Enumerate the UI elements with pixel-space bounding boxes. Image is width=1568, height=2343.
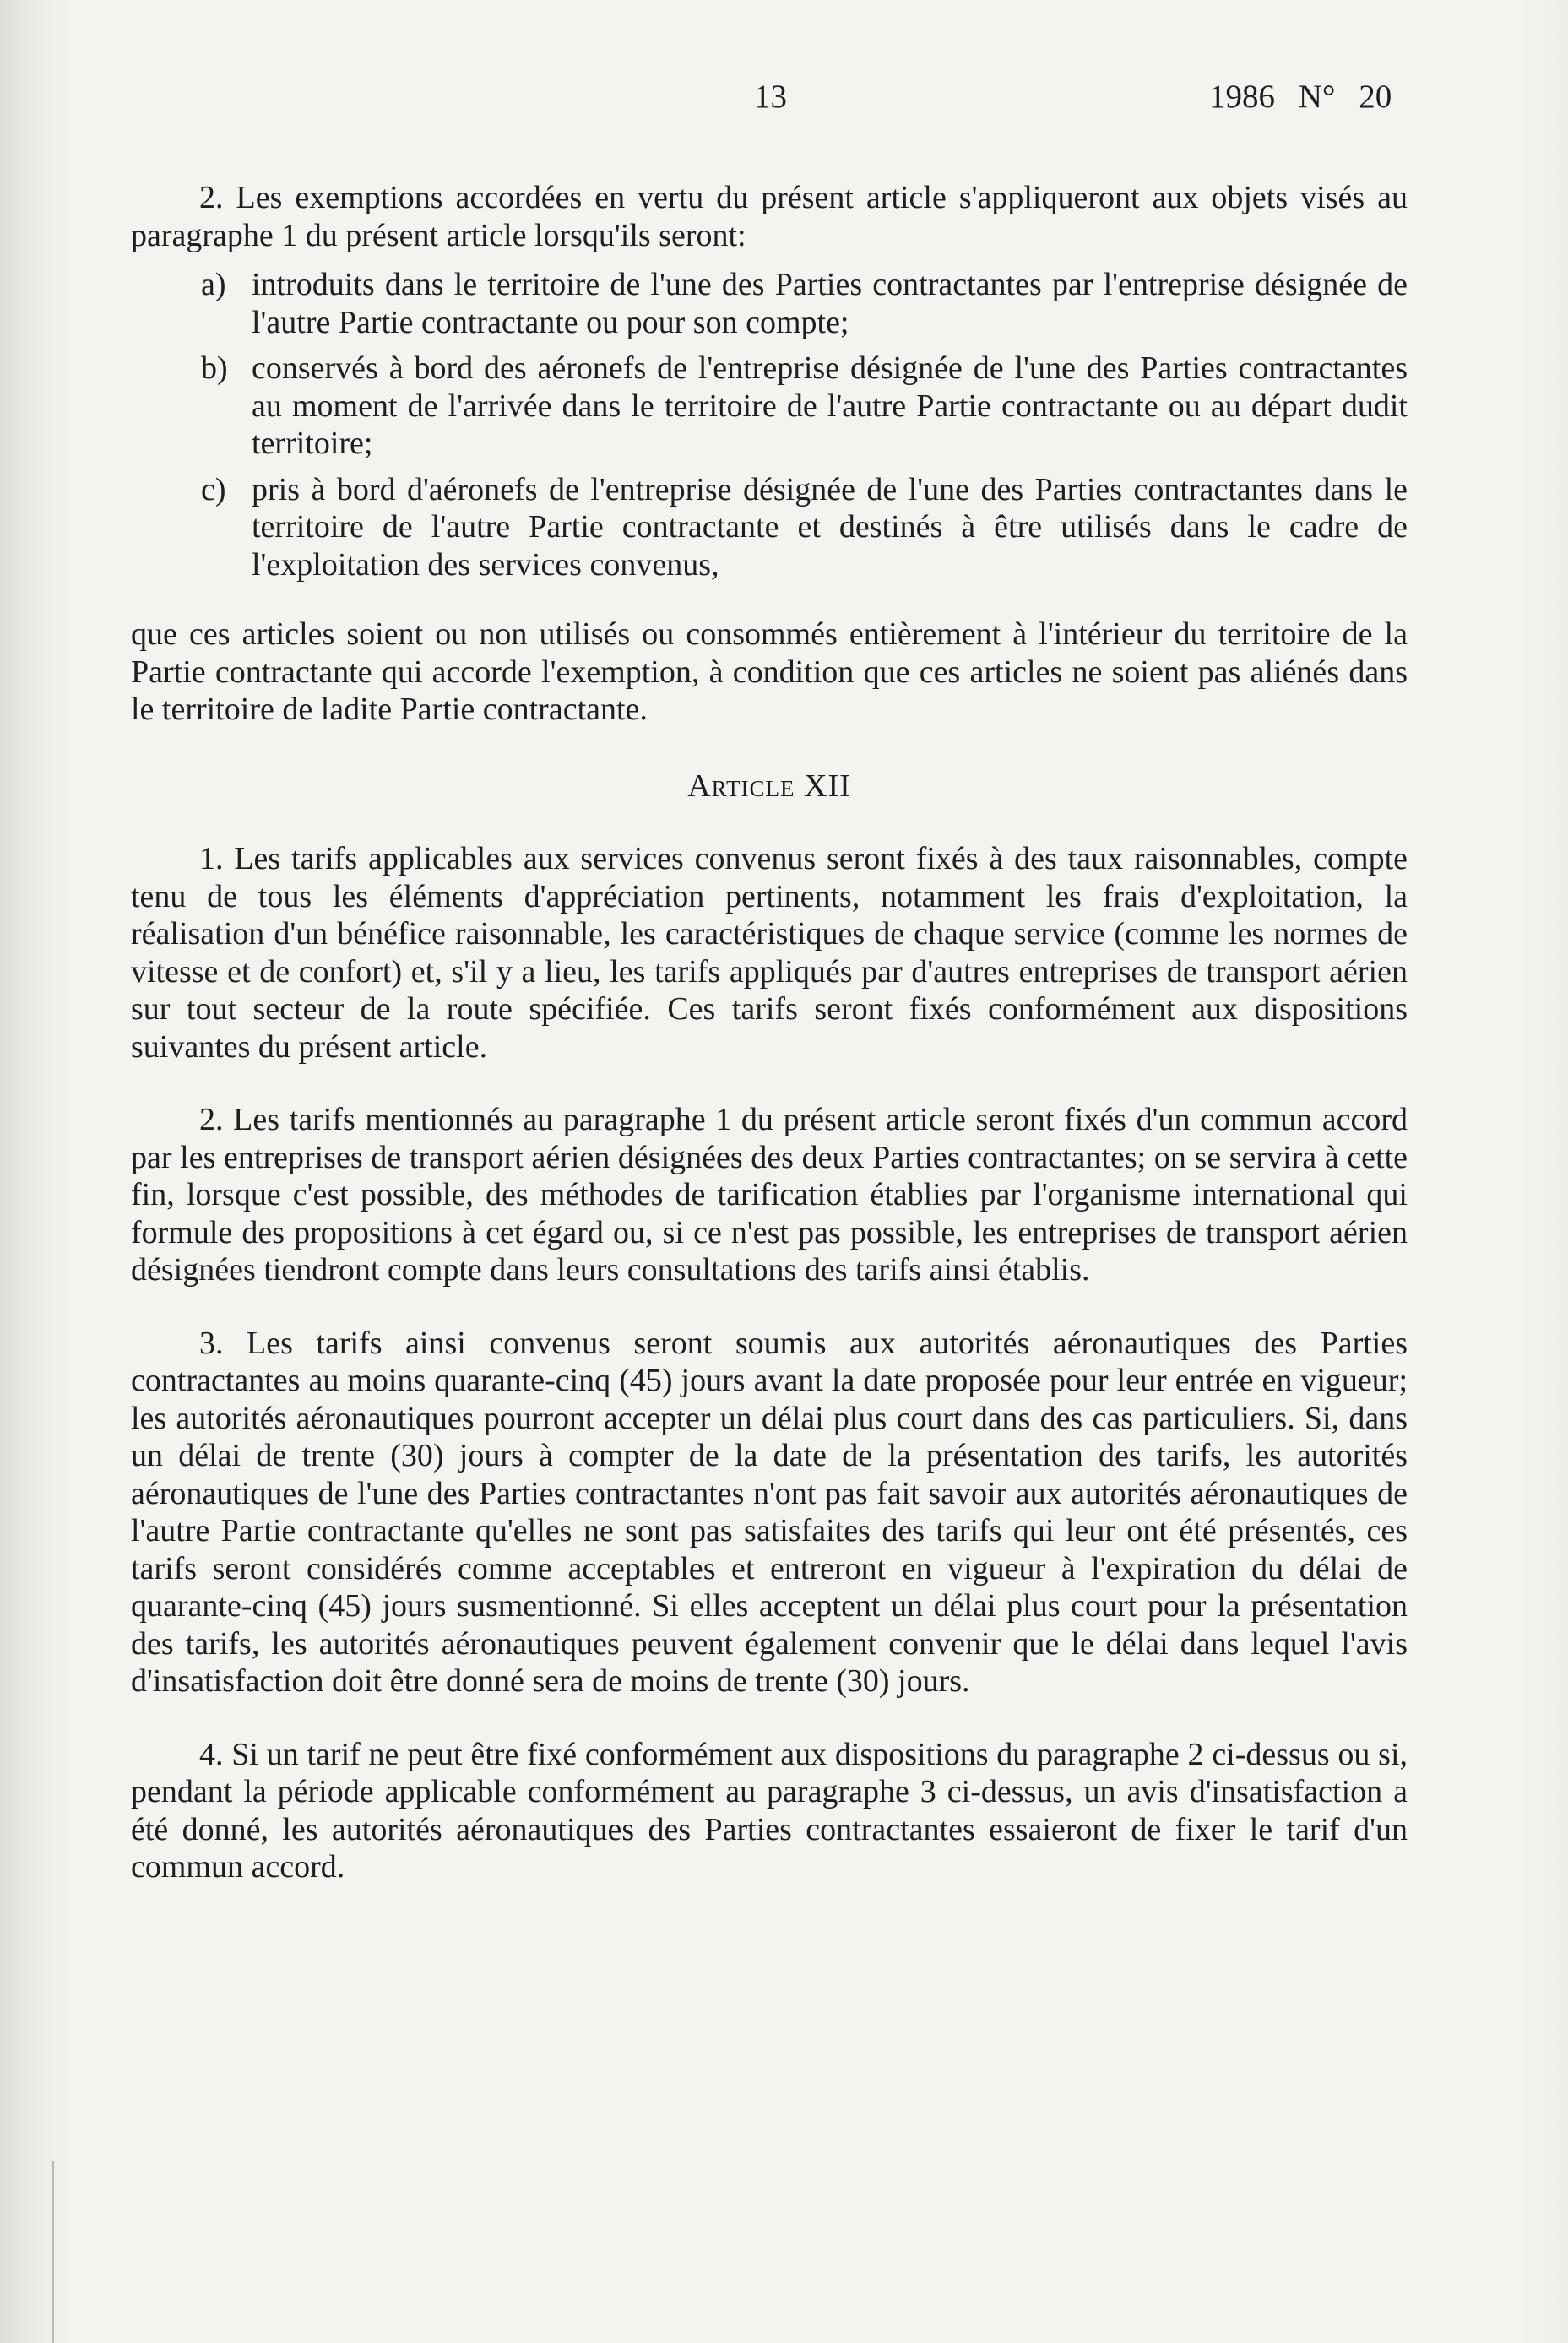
article-paragraph-4: 4. Si un tarif ne peut être fixé conformément aux dispositions du paragraphe 2 ci-dessus ou si, pendant la période applicable conformément au paragraphe 3 ci-dessus, un avis d'insatisfaction a été donné, les autorités aéronautiques des Parties contractantes essaieront de fixer le tarif d'un commun accord. — [131, 1736, 1408, 1885]
binding-gutter-line — [52, 2161, 54, 2343]
list-marker: a) — [201, 267, 226, 302]
journal-reference: 1986 N° 20 — [1209, 79, 1392, 115]
list-item-text: conservés à bord des aéronefs de l'entreprise désignée de l'une des Parties contractantes au moment de l'arrivée dans le territoire de l'autre Partie contractante ou au départ dudit territoire; — [252, 350, 1408, 461]
list-item-text: introduits dans le territoire de l'une des Parties contractantes par l'entreprise désignée de l'autre Partie contractante ou pour son compte; — [252, 267, 1408, 340]
section-2-intro: 2. Les exemptions accordées en vertu du présent article s'appliqueront aux objets visés au paragraphe 1 du présent article lorsqu'ils seront: — [131, 180, 1408, 253]
list-item — [131, 266, 1408, 341]
list-marker: b) — [201, 350, 228, 386]
page-header — [0, 78, 1568, 120]
document-body — [131, 179, 1408, 1886]
article-paragraph-1: 1. Les tarifs applicables aux services convenus seront fixés à des taux raisonnables, compte tenu de tous les éléments d'appréciation pertinents, notamment les frais d'exploitation, la réalisation d'un bénéfice raisonnable, les caractéristiques de chaque service (comme les normes de vitesse et de confort) et, s'il y a lieu, les tarifs appliqués par d'autres entreprises de transport aérien sur tout secteur de la route spécifiée. Ces tarifs seront fixés conformément aux dispositions suivantes du présent article. — [131, 841, 1408, 1065]
article-paragraph-3: 3. Les tarifs ainsi convenus seront soumis aux autorités aéronautiques des Parties contractantes au moins quarante-cinq (45) jours avant la date proposée pour leur entrée en vigueur; les autorités aéronautiques pourront accepter un délai plus court dans des cas particuliers. Si, dans un délai de trente (30) jours à compter de la date de la présentation des tarifs, les autorités aéronautiques de l'une des Parties contractantes n'ont pas fait savoir aux autorités aéronautiques de l'autre Partie contractante qu'elles ne sont pas satisfaites des tarifs qui leur ont été présentés, ces tarifs seront considérés comme acceptables et entreront en vigueur à l'expiration du délai de quarante-cinq (45) jours susmentionné. Si elles acceptent un délai plus court pour la présentation des tarifs, les autorités aéronautiques peuvent également convenir que le délai dans lequel l'avis d'insatisfaction doit être donné sera de moins de trente (30) jours. — [131, 1325, 1408, 1699]
list-item — [131, 350, 1408, 463]
article-heading: Article XII — [687, 767, 851, 804]
section-2-conclusion: que ces articles soient ou non utilisés ou consommés entièrement à l'intérieur du territoire de la Partie contractante qui accorde l'exemption, à condition que ces articles ne soient pas aliénés dans le territoire de ladite Partie contractante. — [131, 616, 1408, 727]
article-paragraph-2: 2. Les tarifs mentionnés au paragraphe 1 du présent article seront fixés d'un commun accord par les entreprises de transport aérien désignées des deux Parties contractantes; on se servira à cette fin, lorsque c'est possible, des méthodes de tarification établies par l'organisme international qui formule des propositions à cet égard ou, si ce n'est pas possible, les entreprises de transport aérien désignées tiendront compte dans leurs consultations des tarifs ainsi établis. — [131, 1102, 1408, 1288]
list-marker: c) — [201, 471, 226, 507]
list-item-text: pris à bord d'aéronefs de l'entreprise désignée de l'une des Parties contractantes dans le territoire de l'autre Partie contractante et destinés à être utilisés dans le cadre de l'exploitation des services convenus, — [252, 471, 1408, 583]
list-item — [131, 471, 1408, 584]
exemption-list — [131, 266, 1408, 583]
page-number: 13 — [754, 79, 787, 115]
